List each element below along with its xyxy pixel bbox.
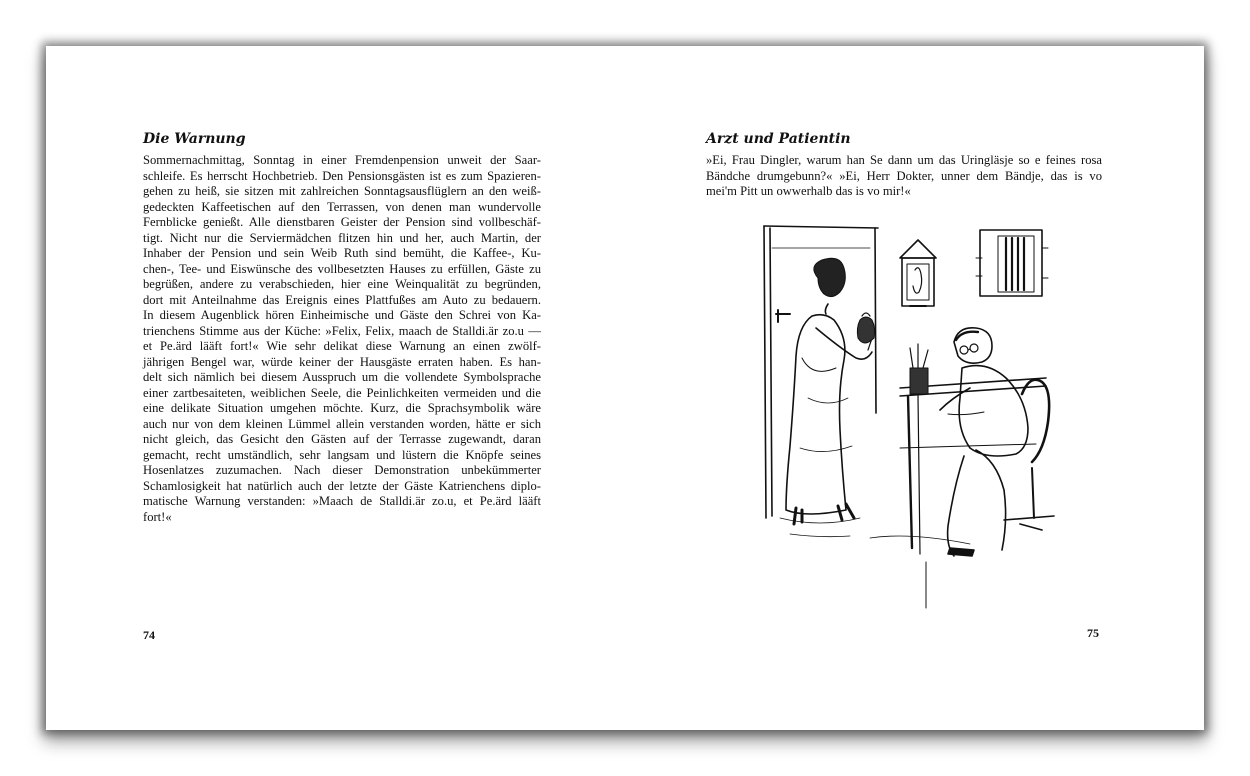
right-page-number: 75 bbox=[1087, 626, 1099, 640]
left-page-number: 74 bbox=[143, 628, 155, 642]
text-line: trienchens Stimme aus der Küche: »Felix, Felix, maach de Stalldi.är zo.u — bbox=[143, 323, 541, 338]
text-line: gemacht, recht umständlich, sehr langsam und lüstern die Knöpfe seines bbox=[143, 447, 541, 462]
text-line: fort!« bbox=[143, 509, 172, 524]
text-line: dort mit Anteilnahme das Ereignis eines Plattfußes am Auto zu bedauern. bbox=[143, 292, 541, 307]
text-line: einer zartbesaiteten, weiblichen Seele, die Peinlichkeiten vermeiden und die bbox=[143, 385, 541, 400]
text-line: chen-, Tee- und Eiswünsche des vollbesetzten Hauses zu erfüllen, Gäste zu bbox=[143, 261, 541, 276]
right-page-title: Arzt und Patientin bbox=[706, 131, 851, 147]
text-line: gedeckten Kaffeetischen auf den Terrassen, von denen man wundervolle bbox=[143, 199, 541, 214]
left-page-title: Die Warnung bbox=[143, 131, 246, 147]
text-line: Sommernachmittag, Sonntag in einer Fremdenpension unweit der Saar- bbox=[143, 153, 541, 167]
text-line: matische Warnung verstanden: »Maach de Stalldi.är zo.u, et Pe.ärd lääft bbox=[143, 494, 541, 508]
text-line: nicht gleich, das Gesicht den Gästen auf der Terrasse zugewandt, daran bbox=[143, 432, 541, 446]
text-line: begrüßen, andere zu verabschieden, hier eine Weinqualität zu begründen, bbox=[143, 277, 541, 291]
right-page-body bbox=[706, 153, 1102, 200]
text-line: schleife. Es herrscht Hochbetrieb. Den Pensionsgästen ist es zum Spazieren- bbox=[143, 168, 541, 183]
text-line: delt sich nämlich bei diesem Ausspruch um die vollendete Symbolsprache bbox=[143, 370, 541, 384]
text-line: Fernblicke genießt. Alle dienstbaren Geister der Pension sind vollbeschäf- bbox=[143, 215, 541, 229]
text-line: mei'm Pitt un owwerhalb das is vo mir!« bbox=[706, 184, 911, 198]
text-line: Bändche drumgebunn?« »Ei, Herr Dokter, unner dem Bändje, das is vo bbox=[706, 168, 1102, 183]
text-line: Inhaber der Pension und sein Weib Ruth sind bemüht, die Kaffee-, Ku- bbox=[143, 246, 541, 260]
text-line: auch nur von dem kleinen Lümmel allein verstanden worden, hätte er sich bbox=[143, 416, 541, 431]
text-line: In diesem Augenblick hören Einheimische und Gäste den Schrei von Ka- bbox=[143, 308, 541, 322]
text-line: et Pe.ärd lääft fort!« Wie sehr delikat diese Warnung an einen zwölf- bbox=[143, 339, 541, 353]
text-line: eine delikate Situation umgehen möchte. Kurz, die Sprachsymbolik wäre bbox=[143, 401, 541, 415]
text-line: jährigen Bengel war, würde keiner der Hausgäste erraten haben. Es han- bbox=[143, 354, 541, 369]
text-line: »Ei, Frau Dingler, warum han Se dann um das Uringläsje so e feines rosa bbox=[706, 153, 1102, 167]
text-line: Schamlosigkeit hat natürlich auch der letzte der Gäste Katrienchens diplo- bbox=[143, 478, 541, 493]
text-line: gehen zu heiß, sie sitzen mit zahlreichen Sonntagsausflüglern an den weiß- bbox=[143, 184, 541, 198]
text-line: Hosenlatzes zuzumachen. Nach dieser Demonstration unbekümmerter bbox=[143, 463, 541, 477]
text-line: tigt. Nicht nur die Serviermädchen flitzen hin und her, auch Martin, der bbox=[143, 230, 541, 245]
left-page-body bbox=[143, 153, 541, 525]
illustration-doctor-patient bbox=[750, 218, 1070, 610]
